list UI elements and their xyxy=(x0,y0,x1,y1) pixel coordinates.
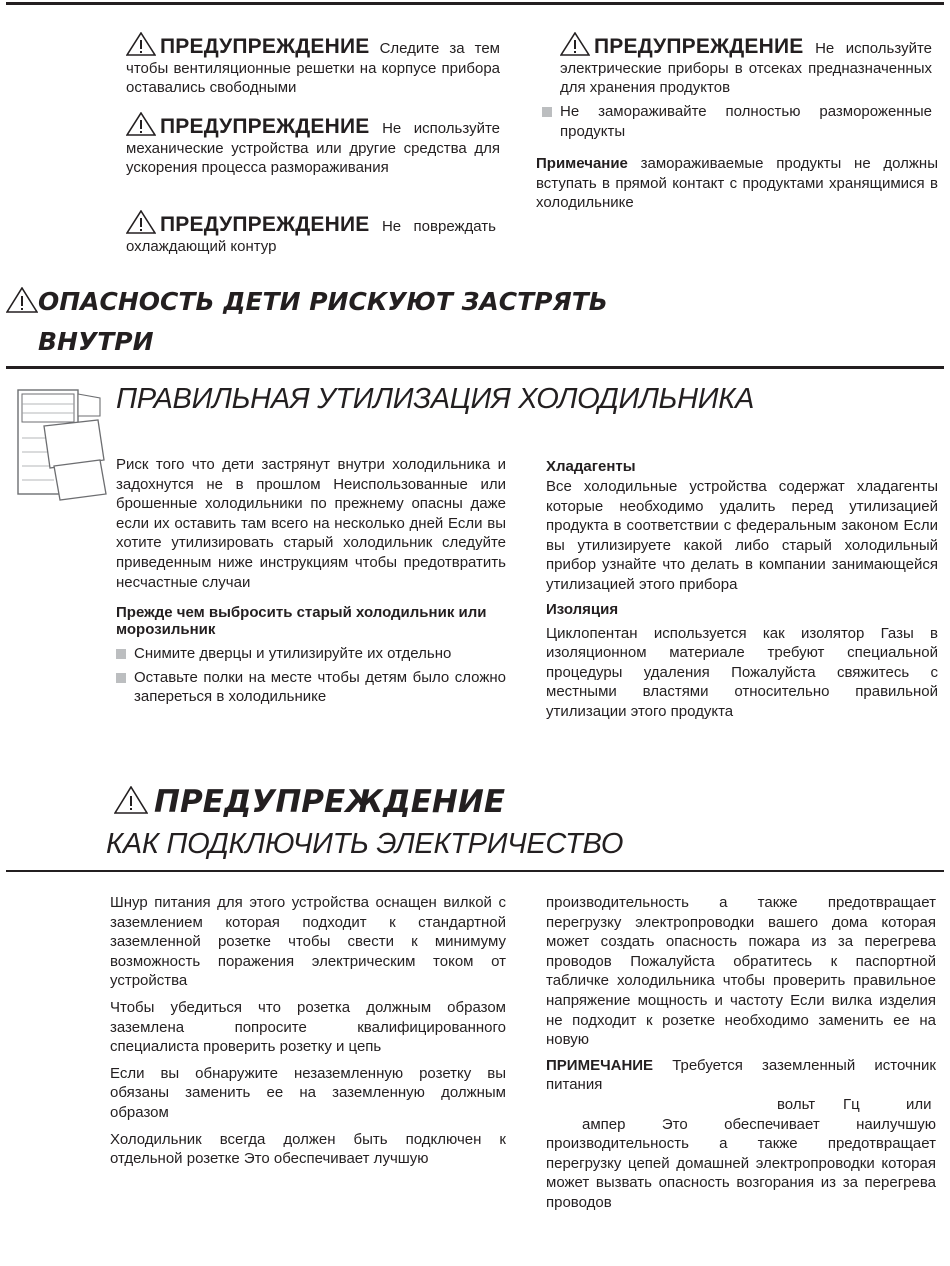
electric-right-column xyxy=(546,893,936,1213)
bullet-text: Оставьте полки на месте чтобы детям было сложно запереться в холодильнике xyxy=(134,668,506,706)
bullet-icon xyxy=(116,649,126,659)
note-label: Примечание xyxy=(536,155,628,172)
refrigerants-text: Все холодильные устройства содержат хладагенты которые необходимо удалить перед утилизацией продукта в соответствии с федеральным законом Если вы утилизируете какой либо старый холодильный прибор узнайте что делать в компании занимающейся утилизацией этого прибора xyxy=(546,478,938,593)
electric-paragraph: Чтобы убедиться что розетка должным образом заземлена попросите квалифицированного специалиста проверить розетку и цепь xyxy=(110,998,506,1056)
warning-circuit xyxy=(126,210,496,256)
warning-title: ПРЕДУПРЕЖДЕНИЕ xyxy=(594,35,804,58)
danger-heading xyxy=(6,282,646,362)
disposal-title: ПРАВИЛЬНАЯ УТИЛИЗАЦИЯ ХОЛОДИЛЬНИКА xyxy=(116,383,755,415)
electric-note-line: Требуется заземленный источник питания xyxy=(546,1056,936,1094)
note-or: или xyxy=(906,1095,932,1113)
note-text: замораживаемые продукты не должны вступать в прямой контакт с продуктами хранящимися в холодильнике xyxy=(536,155,938,212)
electric-title: КАК ПОДКЛЮЧИТЬ ЭЛЕКТРИЧЕСТВО xyxy=(106,828,624,860)
electric-paragraph: Шнур питания для этого устройства оснащен вилкой с заземлением которая подходит к стандартной заземленной розетке чтобы свести к минимуму возможность поражения электрическим током от устройства xyxy=(110,894,506,990)
disposal-left-column xyxy=(116,455,506,707)
refrigerants-heading: Хладагенты xyxy=(546,458,636,475)
disposal-intro-text: Риск того что дети застрянут внутри холодильника и задохнутся не в прошлом Неиспользованные или брошенные холодильники по прежнему опасны даже если их оставить там всего на несколько дней Если вы хотите утилизировать старый холодильник следуйте приведенным ниже инструкциям чтобы предотвратить несчастные случаи xyxy=(116,456,506,591)
electric-warning-heading xyxy=(114,784,505,820)
bullet-list-item xyxy=(116,644,506,664)
warning-defrost xyxy=(126,112,500,178)
section-rule xyxy=(6,366,944,369)
bullet-refreeze xyxy=(542,102,932,141)
note-hz: Гц xyxy=(843,1095,860,1113)
bullet-icon xyxy=(116,673,126,683)
electric-paragraph: Холодильник всегда должен быть подключен к отдельной розетке Это обеспечивает лучшую xyxy=(110,1130,506,1168)
electric-note-values xyxy=(546,1095,936,1115)
warning-icon xyxy=(114,786,148,814)
warning-text: Следите за тем чтобы вентиляционные решетки на корпусе прибора оставались свободными xyxy=(126,40,500,97)
warning-title: ПРЕДУПРЕЖДЕНИЕ xyxy=(160,35,370,58)
before-disposal-heading: Прежде чем выбросить старый холодильник или морозильник xyxy=(116,604,487,639)
note-volt: вольт xyxy=(777,1095,816,1113)
electric-note xyxy=(546,1056,936,1095)
warning-text: Не используйте электрические приборы в отсеках предназначенных для хранения продуктов xyxy=(560,40,932,97)
danger-line-1: ОПАСНОСТЬ ДЕТИ РИСКУЮТ ЗАСТРЯТЬ xyxy=(38,287,608,316)
warning-text: Не используйте механические устройства или другие средства для ускорения процесса размораживания xyxy=(126,120,500,177)
insulation-heading: Изоляция xyxy=(546,600,619,618)
bullet-text: Снимите дверцы и утилизируйте их отдельно xyxy=(134,645,452,663)
bullet-text: Не замораживайте полностью размороженные продукты xyxy=(560,103,932,140)
warning-title: ПРЕДУПРЕЖДЕНИЕ xyxy=(160,213,370,236)
bullet-list-item xyxy=(116,668,506,707)
top-rule xyxy=(6,2,944,5)
warning-icon xyxy=(560,32,590,56)
electric-paragraph: производительность а также предотвращает перегрузку электропроводки вашего дома которая может создать опасность пожара из за перегрева проводов Пожалуйста обратитесь к паспортной табличке холодильника чтобы проверить правильное напряжение мощность и частоту Если вилка изделия не подходит к розетке необходимо заменить ее на новую xyxy=(546,894,936,1049)
warning-icon xyxy=(126,210,156,234)
electric-left-column xyxy=(110,893,506,1169)
warning-ventilation xyxy=(126,32,500,98)
electric-note-rest: ампер Это обеспечивает наилучшую производительность а также предотвращает перегрузку цепей домашней электропроводки которая может вызвать опасность возгорания из за перегрева проводов xyxy=(546,1115,936,1211)
insulation-text: Циклопентан используется как изолятор Газы в изоляционном материале требуют специальной процедуры удаления Пожалуйста свяжитесь с местными властями относительно правильной утилизации этого продукта xyxy=(546,624,938,720)
warning-icon xyxy=(6,287,38,313)
warning-icon xyxy=(126,112,156,136)
warning-title: ПРЕДУПРЕЖДЕНИЕ xyxy=(160,115,370,138)
bullet-icon xyxy=(542,107,552,117)
note-freezing xyxy=(536,154,938,213)
electric-warning-title: ПРЕДУПРЕЖДЕНИЕ xyxy=(154,784,505,820)
disposal-right-column xyxy=(546,458,938,722)
danger-line-2: ВНУТРИ xyxy=(38,327,154,356)
warning-text: Не повреждать охлаждающий контур xyxy=(126,218,496,255)
electric-paragraph: Если вы обнаружите незаземленную розетку вы обязаны заменить ее на заземленную должным образом xyxy=(110,1064,506,1121)
refrigerator-illustration xyxy=(14,386,108,504)
warning-icon xyxy=(126,32,156,56)
section-rule xyxy=(6,870,944,872)
electric-note-label: ПРИМЕЧАНИЕ xyxy=(546,1056,654,1074)
warning-electric-devices xyxy=(560,32,932,98)
